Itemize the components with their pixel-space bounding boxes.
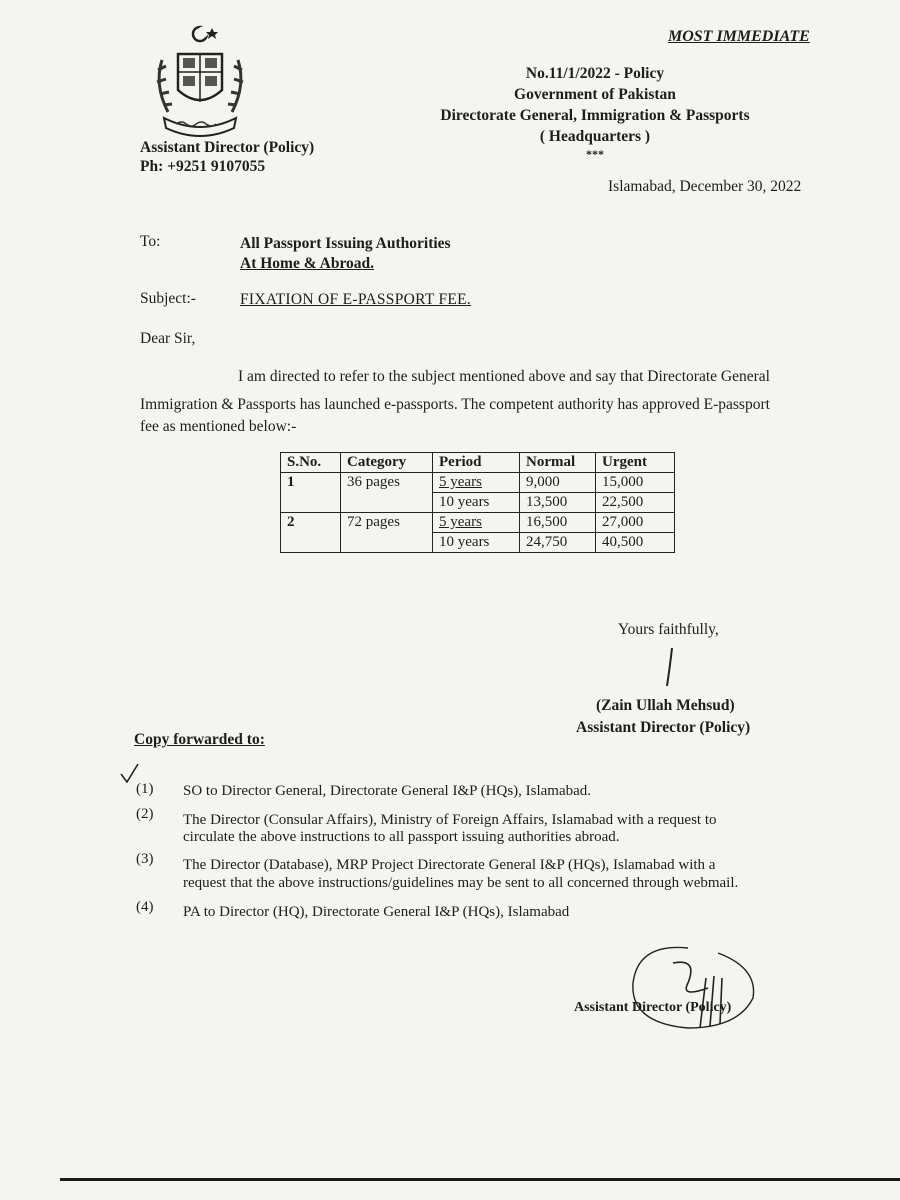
copy-item-text: SO to Director General, Directorate General I&P (HQs), Islamabad. [183, 783, 592, 799]
header-normal: Normal [520, 453, 596, 473]
footer-signature-icon [618, 928, 768, 1038]
cell-urgent: 27,000 [596, 513, 675, 533]
copy-item-text: The Director (Consular Affairs), Ministry of Foreign Affairs, Islamabad with a request to [183, 812, 717, 828]
government-line: Government of Pakistan [514, 86, 676, 103]
table-row [281, 473, 675, 493]
copy-item-number: (1) [136, 781, 154, 797]
cell-category [341, 493, 433, 513]
fee-table [280, 452, 675, 553]
signature-icon [660, 646, 680, 688]
salutation: Dear Sir, [140, 330, 196, 347]
to-recipient-line1: All Passport Issuing Authorities [240, 235, 451, 252]
yours-faithfully: Yours faithfully, [618, 621, 719, 638]
header-urgent: Urgent [596, 453, 675, 473]
state-emblem-icon [148, 20, 248, 140]
copy-item-text: circulate the above instructions to all passport issuing authorities abroad. [183, 829, 620, 845]
cell-normal: 16,500 [520, 513, 596, 533]
header-sno: S.No. [281, 453, 341, 473]
fee-table-header-row [281, 453, 675, 473]
sender-designation: Assistant Director (Policy) [140, 139, 315, 156]
date-line: Islamabad, December 30, 2022 [608, 178, 802, 195]
body-line-2: Immigration & Passports has launched e-passports. The competent authority has approved E-passport [140, 396, 770, 413]
priority-label: MOST IMMEDIATE [668, 28, 810, 45]
cell-period: 10 years [433, 533, 520, 553]
cell-category: 72 pages [341, 513, 433, 533]
table-row [281, 513, 675, 533]
header-stars: *** [586, 147, 604, 161]
cell-normal: 9,000 [520, 473, 596, 493]
office-line: ( Headquarters ) [539, 128, 651, 145]
copy-item-number: (3) [136, 851, 154, 867]
cell-urgent: 40,500 [596, 533, 675, 553]
copy-item-number: (2) [136, 806, 154, 822]
subject-text: FIXATION OF E-PASSPORT FEE. [240, 291, 472, 308]
body-line-3: fee as mentioned below:- [140, 418, 297, 435]
cell-sno [281, 493, 341, 513]
cell-period: 10 years [433, 493, 520, 513]
table-row [281, 533, 675, 553]
copy-item-text: The Director (Database), MRP Project Directorate General I&P (HQs), Islamabad with a [183, 857, 716, 873]
cell-sno: 2 [281, 513, 341, 533]
header-period: Period [433, 453, 520, 473]
cell-category [341, 533, 433, 553]
table-row [281, 493, 675, 513]
copy-item-text: PA to Director (HQ), Directorate General I&P (HQs), Islamabad [183, 904, 570, 920]
bottom-rule [60, 1178, 900, 1181]
cell-category: 36 pages [341, 473, 433, 493]
body-line-1: I am directed to refer to the subject mentioned above and say that Directorate General [238, 368, 770, 385]
sender-phone: Ph: +9251 9107055 [140, 158, 266, 175]
cell-period: 5 years [433, 473, 520, 493]
cell-sno [281, 533, 341, 553]
cell-normal: 13,500 [520, 493, 596, 513]
cell-normal: 24,750 [520, 533, 596, 553]
reference-number: No.11/1/2022 - Policy [525, 65, 665, 82]
cell-period: 5 years [433, 513, 520, 533]
cell-urgent: 15,000 [596, 473, 675, 493]
signer-name: (Zain Ullah Mehsud) [596, 697, 735, 714]
signer-title: Assistant Director (Policy) [576, 719, 751, 736]
header-category: Category [341, 453, 433, 473]
cell-sno: 1 [281, 473, 341, 493]
to-label: To: [140, 233, 161, 250]
copy-item-number: (4) [136, 899, 154, 915]
copy-item-text: request that the above instructions/guidelines may be sent to all concerned through webmail. [183, 875, 739, 891]
copy-forwarded-heading: Copy forwarded to: [134, 731, 265, 748]
cell-urgent: 22,500 [596, 493, 675, 513]
directorate-line: Directorate General, Immigration & Passports [440, 107, 750, 124]
footer-assistant-director: Assistant Director (Policy) [574, 1000, 732, 1015]
to-recipient-line2: At Home & Abroad. [240, 255, 375, 272]
subject-label: Subject:- [140, 290, 196, 307]
